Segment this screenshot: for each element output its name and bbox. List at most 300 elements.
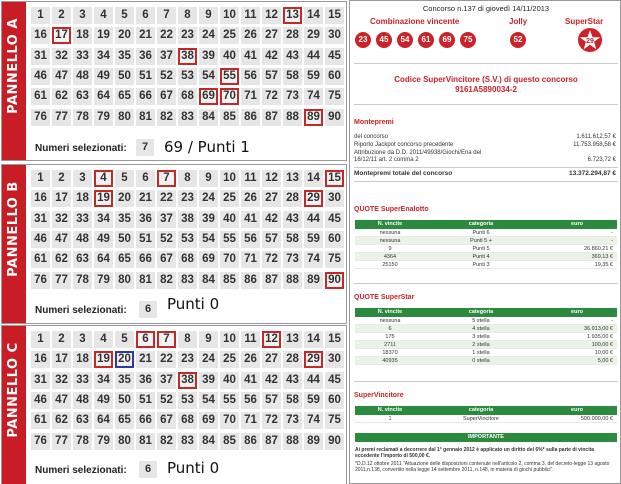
number-cell[interactable]: 72: [262, 251, 281, 268]
number-cell[interactable]: 6: [136, 170, 155, 187]
number-cell[interactable]: 3: [73, 331, 92, 348]
number-cell[interactable]: 45: [325, 372, 344, 389]
number-cell[interactable]: 64: [94, 412, 113, 429]
supervincitore-table: [355, 406, 617, 423]
number-cell[interactable]: 65: [115, 88, 134, 105]
number-cell[interactable]: 31: [31, 211, 50, 228]
number-cell[interactable]: 66: [136, 88, 155, 105]
number-cell[interactable]: 27: [262, 27, 281, 44]
number-cell[interactable]: 9: [199, 331, 218, 348]
number-cell[interactable]: 47: [52, 68, 71, 85]
number-cell[interactable]: 75: [325, 251, 344, 268]
number-cell[interactable]: 34: [94, 372, 113, 389]
number-cell[interactable]: 4: [94, 170, 113, 187]
number-cell[interactable]: 74: [304, 88, 323, 105]
number-cell[interactable]: 50: [115, 392, 134, 409]
number-cell[interactable]: 49: [94, 68, 113, 85]
number-cell[interactable]: 83: [178, 109, 197, 126]
number-cell[interactable]: 82: [157, 433, 176, 450]
number-cell[interactable]: 26: [241, 190, 260, 207]
number-cell[interactable]: 45: [325, 48, 344, 65]
number-cell[interactable]: 35: [115, 211, 134, 228]
table-cell: Punti 3: [472, 262, 490, 268]
number-cell[interactable]: 52: [157, 231, 176, 248]
number-cell[interactable]: 34: [94, 48, 113, 65]
number-cell[interactable]: 35: [115, 372, 134, 389]
number-cell[interactable]: 23: [178, 27, 197, 44]
number-cell[interactable]: 24: [199, 27, 218, 44]
number-cell[interactable]: 70: [220, 88, 239, 105]
number-cell[interactable]: 18: [73, 190, 92, 207]
number-cell[interactable]: 69: [199, 251, 218, 268]
number-cell[interactable]: 72: [262, 88, 281, 105]
number-cell[interactable]: 78: [73, 109, 92, 126]
number-cell[interactable]: 29: [304, 27, 323, 44]
number-cell[interactable]: 70: [220, 251, 239, 268]
table-cell: Punti 5 +: [470, 238, 492, 244]
number-cell[interactable]: 18: [73, 351, 92, 368]
number-cell[interactable]: 54: [199, 231, 218, 248]
number-cell[interactable]: 82: [157, 109, 176, 126]
number-cell[interactable]: 29: [304, 190, 323, 207]
number-cell[interactable]: 87: [262, 272, 281, 289]
number-cell[interactable]: 62: [52, 412, 71, 429]
number-cell[interactable]: 32: [52, 211, 71, 228]
number-cell[interactable]: 38: [178, 48, 197, 65]
number-cell[interactable]: 87: [262, 433, 281, 450]
number-cell[interactable]: 5: [115, 331, 134, 348]
number-cell[interactable]: 55: [220, 231, 239, 248]
number-cell[interactable]: 18: [73, 27, 92, 44]
number-cell[interactable]: 10: [220, 7, 239, 24]
number-cell[interactable]: 77: [52, 272, 71, 289]
number-cell[interactable]: 89: [304, 272, 323, 289]
number-cell[interactable]: 23: [178, 190, 197, 207]
quote-superenalotto-table: [355, 220, 617, 269]
number-cell[interactable]: 13: [283, 331, 302, 348]
panel-tab[interactable]: [2, 2, 26, 160]
number-cell[interactable]: 81: [136, 433, 155, 450]
number-cell[interactable]: 7: [157, 331, 176, 348]
number-cell[interactable]: 83: [178, 272, 197, 289]
number-cell[interactable]: 42: [262, 372, 281, 389]
number-cell[interactable]: 27: [262, 190, 281, 207]
number-cell[interactable]: 49: [94, 231, 113, 248]
number-cell[interactable]: 33: [73, 211, 92, 228]
number-cell[interactable]: 63: [73, 88, 92, 105]
number-cell[interactable]: 54: [199, 392, 218, 409]
number-cell[interactable]: 51: [136, 231, 155, 248]
number-cell[interactable]: 77: [52, 109, 71, 126]
number-cell[interactable]: 78: [73, 433, 92, 450]
number-cell[interactable]: 48: [73, 231, 92, 248]
number-cell[interactable]: 70: [220, 412, 239, 429]
number-cell[interactable]: 1: [31, 170, 50, 187]
number-cell[interactable]: 80: [115, 272, 134, 289]
number-cell[interactable]: 85: [220, 109, 239, 126]
number-cell[interactable]: 45: [325, 211, 344, 228]
number-cell[interactable]: 26: [241, 27, 260, 44]
number-cell[interactable]: 58: [283, 392, 302, 409]
number-cell[interactable]: 10: [220, 170, 239, 187]
number-cell[interactable]: 16: [31, 190, 50, 207]
number-cell[interactable]: 7: [157, 170, 176, 187]
number-cell[interactable]: 2: [52, 7, 71, 24]
number-cell[interactable]: 21: [136, 27, 155, 44]
number-cell[interactable]: 19: [94, 190, 113, 207]
number-cell[interactable]: 50: [115, 231, 134, 248]
number-cell[interactable]: 53: [178, 392, 197, 409]
number-cell[interactable]: 72: [262, 412, 281, 429]
number-cell[interactable]: 74: [304, 251, 323, 268]
number-cell[interactable]: 81: [136, 109, 155, 126]
selected-count-label: Numeri selezionati:: [35, 465, 127, 476]
number-cell[interactable]: 30: [325, 190, 344, 207]
number-cell[interactable]: 21: [136, 190, 155, 207]
number-cell[interactable]: 12: [262, 331, 281, 348]
number-cell[interactable]: 80: [115, 109, 134, 126]
number-cell[interactable]: 8: [178, 331, 197, 348]
number-cell[interactable]: 8: [178, 7, 197, 24]
table-cell: 500.000,00 €: [580, 416, 613, 422]
number-cell[interactable]: 66: [136, 412, 155, 429]
number-cell[interactable]: 47: [52, 231, 71, 248]
number-cell[interactable]: 68: [178, 412, 197, 429]
number-cell[interactable]: 69: [199, 412, 218, 429]
number-cell[interactable]: 48: [73, 392, 92, 409]
number-cell[interactable]: 17: [52, 351, 71, 368]
number-cell[interactable]: 30: [325, 27, 344, 44]
number-cell[interactable]: 39: [199, 48, 218, 65]
number-cell[interactable]: 82: [157, 272, 176, 289]
number-cell[interactable]: 52: [157, 68, 176, 85]
number-cell[interactable]: 61: [31, 251, 50, 268]
number-cell[interactable]: 75: [325, 412, 344, 429]
number-cell[interactable]: 42: [262, 211, 281, 228]
panel-tab[interactable]: [2, 165, 26, 323]
number-cell[interactable]: 40: [220, 48, 239, 65]
number-cell[interactable]: 65: [115, 251, 134, 268]
number-cell[interactable]: 57: [262, 392, 281, 409]
number-cell[interactable]: 51: [136, 392, 155, 409]
number-cell[interactable]: 22: [157, 27, 176, 44]
number-cell[interactable]: 15: [325, 170, 344, 187]
number-cell[interactable]: 69: [199, 88, 218, 105]
number-cell[interactable]: 85: [220, 433, 239, 450]
number-cell[interactable]: 9: [199, 7, 218, 24]
table-cell: 10,00 €: [594, 350, 613, 356]
panel-tab[interactable]: [2, 326, 26, 484]
number-cell[interactable]: 33: [73, 48, 92, 65]
number-cell[interactable]: 76: [31, 272, 50, 289]
number-cell[interactable]: 84: [199, 272, 218, 289]
number-cell[interactable]: 36: [136, 372, 155, 389]
number-cell[interactable]: 55: [220, 392, 239, 409]
number-cell[interactable]: 73: [283, 412, 302, 429]
number-cell[interactable]: 67: [157, 412, 176, 429]
table-cell: 26.860,21 €: [583, 246, 613, 252]
number-cell[interactable]: 64: [94, 251, 113, 268]
number-cell[interactable]: 43: [283, 211, 302, 228]
number-cell[interactable]: 61: [31, 412, 50, 429]
number-cell[interactable]: 83: [178, 433, 197, 450]
number-cell[interactable]: 88: [283, 433, 302, 450]
number-cell[interactable]: 4: [94, 7, 113, 24]
number-cell[interactable]: 3: [73, 7, 92, 24]
number-cell[interactable]: 58: [283, 231, 302, 248]
table-cell: 0 stella: [472, 358, 490, 364]
number-cell[interactable]: 38: [178, 372, 197, 389]
number-cell[interactable]: 19: [94, 27, 113, 44]
important-text: Ai premi reclamati a decorrere dal 1° gennaio 2012 è applicato un diritto del 6%* sulla parte di vincita eccedente l'importo di 500,00 €.: [355, 447, 595, 459]
number-cell[interactable]: 11: [241, 7, 260, 24]
number-cell[interactable]: 37: [157, 372, 176, 389]
number-cell[interactable]: 40: [220, 211, 239, 228]
number-cell[interactable]: 17: [52, 190, 71, 207]
number-cell[interactable]: 39: [199, 211, 218, 228]
number-cell[interactable]: 86: [241, 433, 260, 450]
number-cell[interactable]: 63: [73, 251, 92, 268]
number-cell[interactable]: 62: [52, 251, 71, 268]
number-cell[interactable]: 24: [199, 351, 218, 368]
number-cell[interactable]: 46: [31, 392, 50, 409]
number-cell[interactable]: 32: [52, 48, 71, 65]
number-cell[interactable]: 13: [283, 170, 302, 187]
number-cell[interactable]: 88: [283, 109, 302, 126]
number-cell[interactable]: 58: [283, 68, 302, 85]
panel-label: PANNELLO C: [6, 342, 21, 438]
number-cell[interactable]: 57: [262, 68, 281, 85]
number-cell[interactable]: 76: [31, 433, 50, 450]
panel-label: PANNELLO A: [6, 18, 21, 114]
number-cell[interactable]: 60: [325, 231, 344, 248]
row-value: 1.611.612,57 €: [576, 134, 616, 140]
number-cell[interactable]: 63: [73, 412, 92, 429]
number-cell[interactable]: 20: [115, 190, 134, 207]
number-cell[interactable]: 14: [304, 7, 323, 24]
number-cell[interactable]: 79: [94, 272, 113, 289]
number-cell[interactable]: 53: [178, 68, 197, 85]
number-cell[interactable]: 76: [31, 109, 50, 126]
number-cell[interactable]: 31: [31, 48, 50, 65]
number-cell[interactable]: 86: [241, 272, 260, 289]
number-cell[interactable]: 73: [283, 251, 302, 268]
number-cell[interactable]: 43: [283, 372, 302, 389]
number-cell[interactable]: 31: [31, 372, 50, 389]
table-cell: 2 stella: [472, 342, 490, 348]
number-cell[interactable]: 79: [94, 433, 113, 450]
number-cell[interactable]: 15: [325, 7, 344, 24]
number-cell[interactable]: 85: [220, 272, 239, 289]
row-value: 6.723,72 €: [587, 157, 616, 163]
number-cell[interactable]: 30: [325, 351, 344, 368]
number-cell[interactable]: 80: [115, 433, 134, 450]
number-grid: [31, 331, 347, 455]
number-cell[interactable]: 34: [94, 211, 113, 228]
number-cell[interactable]: 79: [94, 109, 113, 126]
number-cell[interactable]: 67: [157, 251, 176, 268]
number-cell[interactable]: 21: [136, 351, 155, 368]
number-cell[interactable]: 89: [304, 109, 323, 126]
number-cell[interactable]: 56: [241, 68, 260, 85]
number-cell[interactable]: 46: [31, 231, 50, 248]
number-cell[interactable]: 53: [178, 231, 197, 248]
number-cell[interactable]: 77: [52, 433, 71, 450]
row-label: del concorso: [354, 134, 389, 140]
number-cell[interactable]: 48: [73, 68, 92, 85]
number-cell[interactable]: 41: [241, 372, 260, 389]
number-cell[interactable]: 75: [325, 88, 344, 105]
table-cell: 19,35 €: [594, 262, 613, 268]
number-cell[interactable]: 57: [262, 231, 281, 248]
number-cell[interactable]: 41: [241, 211, 260, 228]
number-cell[interactable]: 29: [304, 351, 323, 368]
number-cell[interactable]: 42: [262, 48, 281, 65]
number-cell[interactable]: 89: [304, 433, 323, 450]
number-cell[interactable]: 71: [241, 88, 260, 105]
number-cell[interactable]: 87: [262, 109, 281, 126]
montepremi-total-row: [354, 170, 616, 177]
number-cell[interactable]: 71: [241, 412, 260, 429]
number-cell[interactable]: 28: [283, 190, 302, 207]
number-cell[interactable]: 38: [178, 211, 197, 228]
number-cell[interactable]: 15: [325, 331, 344, 348]
number-cell[interactable]: 66: [136, 251, 155, 268]
selected-count-label: Numeri selezionati:: [35, 305, 127, 316]
number-cell[interactable]: 71: [241, 251, 260, 268]
number-cell[interactable]: 59: [304, 392, 323, 409]
number-cell[interactable]: 16: [31, 351, 50, 368]
number-cell[interactable]: 5: [115, 170, 134, 187]
number-cell[interactable]: 14: [304, 331, 323, 348]
number-cell[interactable]: 28: [283, 351, 302, 368]
number-cell[interactable]: 2: [52, 170, 71, 187]
number-cell[interactable]: 26: [241, 351, 260, 368]
number-cell[interactable]: 68: [178, 251, 197, 268]
number-cell[interactable]: 62: [52, 88, 71, 105]
jolly-ball: 52: [510, 32, 526, 48]
number-cell[interactable]: 28: [283, 27, 302, 44]
number-cell[interactable]: 74: [304, 412, 323, 429]
number-cell[interactable]: 64: [94, 88, 113, 105]
number-cell[interactable]: 22: [157, 351, 176, 368]
number-cell[interactable]: 23: [178, 351, 197, 368]
draw-title: Concorso n.137 di giovedì 14/11/2013: [422, 4, 550, 13]
number-cell[interactable]: 44: [304, 211, 323, 228]
number-cell[interactable]: 24: [199, 190, 218, 207]
number-cell[interactable]: 27: [262, 351, 281, 368]
number-cell[interactable]: 1: [31, 331, 50, 348]
number-cell[interactable]: 60: [325, 392, 344, 409]
number-cell[interactable]: 8: [178, 170, 197, 187]
number-cell[interactable]: 44: [304, 372, 323, 389]
number-cell[interactable]: 40: [220, 372, 239, 389]
number-cell[interactable]: 54: [199, 68, 218, 85]
number-cell[interactable]: 61: [31, 88, 50, 105]
number-cell[interactable]: 37: [157, 211, 176, 228]
number-cell[interactable]: 59: [304, 68, 323, 85]
number-cell[interactable]: 56: [241, 231, 260, 248]
number-cell[interactable]: 5: [115, 7, 134, 24]
number-cell[interactable]: 16: [31, 27, 50, 44]
number-cell[interactable]: 36: [136, 48, 155, 65]
number-cell[interactable]: 81: [136, 272, 155, 289]
number-cell[interactable]: 4: [94, 331, 113, 348]
number-cell[interactable]: 41: [241, 48, 260, 65]
number-cell[interactable]: 25: [220, 190, 239, 207]
number-cell[interactable]: 60: [325, 68, 344, 85]
sv-code: 9161A5890034-2: [455, 85, 517, 94]
number-cell[interactable]: 2: [52, 331, 71, 348]
number-cell[interactable]: 35: [115, 48, 134, 65]
number-cell[interactable]: 22: [157, 190, 176, 207]
number-cell[interactable]: 90: [325, 272, 344, 289]
number-cell[interactable]: 32: [52, 372, 71, 389]
number-cell[interactable]: 20: [115, 27, 134, 44]
number-cell[interactable]: 84: [199, 109, 218, 126]
combo-ball: 61: [418, 32, 434, 48]
number-cell[interactable]: 25: [220, 27, 239, 44]
number-cell[interactable]: 19: [94, 351, 113, 368]
number-cell[interactable]: 88: [283, 272, 302, 289]
number-cell[interactable]: 90: [325, 433, 344, 450]
number-cell[interactable]: 84: [199, 433, 218, 450]
number-cell[interactable]: 6: [136, 331, 155, 348]
number-cell[interactable]: 39: [199, 372, 218, 389]
number-cell[interactable]: 43: [283, 48, 302, 65]
number-cell[interactable]: 47: [52, 392, 71, 409]
number-cell[interactable]: 7: [157, 7, 176, 24]
number-cell[interactable]: 78: [73, 272, 92, 289]
number-cell[interactable]: 14: [304, 170, 323, 187]
number-cell[interactable]: 68: [178, 88, 197, 105]
number-cell[interactable]: 59: [304, 231, 323, 248]
number-cell[interactable]: 10: [220, 331, 239, 348]
number-cell[interactable]: 12: [262, 7, 281, 24]
number-cell[interactable]: 86: [241, 109, 260, 126]
number-cell[interactable]: 33: [73, 372, 92, 389]
table-header: [355, 406, 617, 415]
number-cell[interactable]: 55: [220, 68, 239, 85]
number-cell[interactable]: 37: [157, 48, 176, 65]
number-cell[interactable]: 46: [31, 68, 50, 85]
number-cell[interactable]: 50: [115, 68, 134, 85]
number-cell[interactable]: 11: [241, 170, 260, 187]
number-cell[interactable]: 9: [199, 170, 218, 187]
number-cell[interactable]: 3: [73, 170, 92, 187]
number-cell[interactable]: 12: [262, 170, 281, 187]
number-cell[interactable]: 73: [283, 88, 302, 105]
number-cell[interactable]: 20: [115, 351, 134, 368]
number-cell[interactable]: 11: [241, 331, 260, 348]
divider: [354, 104, 618, 105]
panel-note: Punti 0: [167, 295, 220, 313]
number-cell[interactable]: 49: [94, 392, 113, 409]
number-cell[interactable]: 51: [136, 68, 155, 85]
number-cell[interactable]: 13: [283, 7, 302, 24]
number-cell[interactable]: 25: [220, 351, 239, 368]
number-cell[interactable]: 17: [52, 27, 71, 44]
number-cell[interactable]: 44: [304, 48, 323, 65]
number-cell[interactable]: 1: [31, 7, 50, 24]
number-cell[interactable]: 36: [136, 211, 155, 228]
number-cell[interactable]: 6: [136, 7, 155, 24]
number-cell[interactable]: 52: [157, 392, 176, 409]
number-cell[interactable]: 90: [325, 109, 344, 126]
number-cell[interactable]: 65: [115, 412, 134, 429]
number-cell[interactable]: 67: [157, 88, 176, 105]
number-cell[interactable]: 56: [241, 392, 260, 409]
